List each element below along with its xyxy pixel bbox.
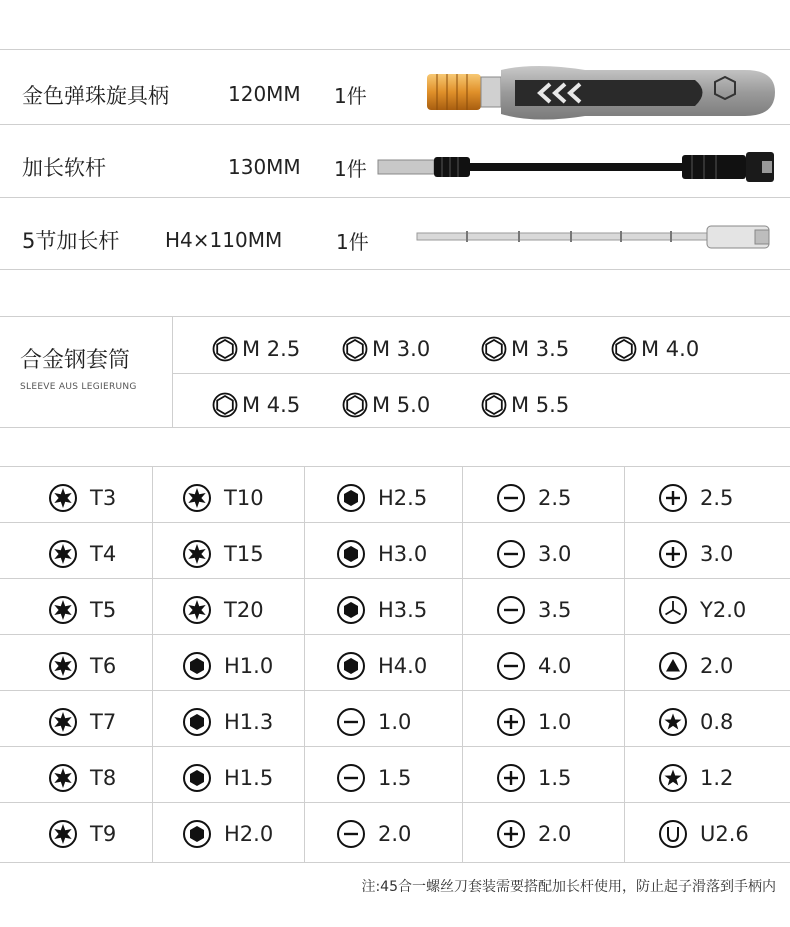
bit-size-label: T6 <box>90 654 117 678</box>
bit-cell <box>48 707 116 737</box>
sleeve-item <box>611 334 699 364</box>
bit-size-label: U2.6 <box>700 822 749 846</box>
hex-icon <box>336 539 378 569</box>
bit-cell <box>48 819 116 849</box>
hex-socket-icon <box>481 392 511 418</box>
bit-cell <box>336 651 427 681</box>
bit-size-label: 0.8 <box>700 710 734 734</box>
sleeve-size-label: M 5.0 <box>372 393 431 417</box>
bit-size-label: T8 <box>90 766 117 790</box>
bit-size-label: 1.0 <box>378 710 412 734</box>
phillips-icon <box>658 539 700 569</box>
bit-cell <box>182 595 264 625</box>
slotted-icon <box>496 651 538 681</box>
bit-cell <box>496 707 571 737</box>
phillips-icon <box>496 707 538 737</box>
pentalobe-star-icon <box>658 707 700 737</box>
bit-cell <box>48 483 116 513</box>
table-row-divider <box>0 746 790 747</box>
bit-cell <box>336 707 411 737</box>
bit-size-label: H2.5 <box>378 486 428 510</box>
bit-cell <box>336 539 427 569</box>
pentalobe-star-icon <box>658 763 700 793</box>
divider <box>172 373 790 374</box>
tool-size: 120MM <box>228 82 301 106</box>
sleeve-item <box>342 390 430 420</box>
bit-cell <box>182 763 273 793</box>
bit-cell <box>658 483 733 513</box>
torx-icon <box>48 819 90 849</box>
divider <box>0 49 790 50</box>
sleeve-item <box>481 334 569 364</box>
bit-cell <box>496 595 571 625</box>
bit-size-label: 2.5 <box>700 486 734 510</box>
bit-size-label: T7 <box>90 710 117 734</box>
bit-size-label: H1.5 <box>224 766 274 790</box>
bit-size-label: 2.0 <box>538 822 572 846</box>
bit-size-label: T4 <box>90 542 117 566</box>
phillips-icon <box>658 483 700 513</box>
hex-icon <box>182 651 224 681</box>
bit-size-label: H3.0 <box>378 542 428 566</box>
tool-qty: 1件 <box>334 84 367 108</box>
sleeve-size-label: M 3.5 <box>511 337 570 361</box>
bit-cell <box>48 651 116 681</box>
bit-cell <box>336 819 411 849</box>
bit-size-label: 3.5 <box>538 598 572 622</box>
hex-socket-icon <box>342 392 372 418</box>
hex-socket-icon <box>611 336 641 362</box>
usage-note: 注:45合一螺丝刀套装需要搭配加长杆使用，防止起子滑落到手柄内 <box>361 879 776 895</box>
bit-cell <box>182 483 264 513</box>
bit-cell <box>336 595 427 625</box>
bit-size-label: 1.2 <box>700 766 734 790</box>
hex-icon <box>182 763 224 793</box>
bit-cell <box>496 539 571 569</box>
bit-cell <box>336 483 427 513</box>
divider <box>0 269 790 270</box>
bit-size-label: Y2.0 <box>700 598 747 622</box>
hex-socket-icon <box>342 336 372 362</box>
bit-cell <box>658 539 733 569</box>
sleeve-item <box>342 334 430 364</box>
bit-size-label: H3.5 <box>378 598 428 622</box>
tool-size: H4×110MM <box>165 228 283 252</box>
bit-size-label: T3 <box>90 486 117 510</box>
torx-icon <box>48 707 90 737</box>
torx-icon <box>48 483 90 513</box>
divider <box>172 316 173 427</box>
bit-cell <box>182 651 273 681</box>
bit-size-label: 1.5 <box>538 766 572 790</box>
bit-size-label: 2.0 <box>700 654 734 678</box>
divider <box>0 197 790 198</box>
table-column-divider <box>304 466 305 862</box>
table-column-divider <box>462 466 463 862</box>
divider <box>0 124 790 125</box>
hex-socket-icon <box>481 336 511 362</box>
bit-size-label: H2.0 <box>224 822 274 846</box>
tri-wing-icon <box>658 595 700 625</box>
bit-size-label: H1.0 <box>224 654 274 678</box>
torx-icon <box>182 595 224 625</box>
bit-cell <box>48 539 116 569</box>
bit-cell <box>496 763 571 793</box>
bit-size-label: H1.3 <box>224 710 274 734</box>
table-row-divider <box>0 578 790 579</box>
sleeve-size-label: M 4.5 <box>242 393 301 417</box>
flexible-shaft-image <box>376 148 778 186</box>
table-row-divider <box>0 862 790 863</box>
u-bit-icon <box>658 819 700 849</box>
phillips-icon <box>496 763 538 793</box>
bit-cell <box>182 707 273 737</box>
bit-cell <box>48 595 116 625</box>
bit-cell <box>336 763 411 793</box>
sleeve-section-title: 合金钢套筒 <box>20 348 131 373</box>
bit-size-label: T20 <box>224 598 264 622</box>
bit-cell <box>658 595 746 625</box>
table-row-divider <box>0 634 790 635</box>
triangle-icon <box>658 651 700 681</box>
slotted-icon <box>496 539 538 569</box>
sleeve-size-label: M 3.0 <box>372 337 431 361</box>
tool-qty: 1件 <box>336 230 369 254</box>
bit-cell <box>658 819 749 849</box>
sleeve-size-label: M 4.0 <box>641 337 700 361</box>
torx-icon <box>182 539 224 569</box>
slotted-icon <box>336 707 378 737</box>
sleeve-item <box>212 334 300 364</box>
tool-name: 加长软杆 <box>22 156 106 180</box>
bit-size-label: T10 <box>224 486 264 510</box>
sleeve-item <box>212 390 300 420</box>
hex-icon <box>336 651 378 681</box>
table-row-divider <box>0 522 790 523</box>
torx-icon <box>48 595 90 625</box>
table-column-divider <box>624 466 625 862</box>
slotted-icon <box>336 819 378 849</box>
slotted-icon <box>496 595 538 625</box>
bit-cell <box>496 483 571 513</box>
sleeve-section-subtitle: SLEEVE AUS LEGIERUNG <box>20 382 137 392</box>
table-column-divider <box>152 466 153 862</box>
bit-cell <box>48 763 116 793</box>
bit-size-label: 4.0 <box>538 654 572 678</box>
bit-cell <box>182 539 264 569</box>
table-row-divider <box>0 690 790 691</box>
bit-size-label: H4.0 <box>378 654 428 678</box>
bit-cell <box>182 819 273 849</box>
hex-icon <box>336 483 378 513</box>
bit-size-label: 2.5 <box>538 486 572 510</box>
bit-size-label: T5 <box>90 598 117 622</box>
bit-cell <box>658 651 733 681</box>
table-row-divider <box>0 466 790 467</box>
torx-icon <box>48 539 90 569</box>
bit-cell <box>658 763 733 793</box>
slotted-icon <box>496 483 538 513</box>
table-row-divider <box>0 802 790 803</box>
hex-icon <box>182 707 224 737</box>
hex-socket-icon <box>212 392 242 418</box>
sleeve-size-label: M 2.5 <box>242 337 301 361</box>
tool-name: 金色弹珠旋具柄 <box>22 84 169 108</box>
bit-size-label: 2.0 <box>378 822 412 846</box>
bit-size-label: 1.0 <box>538 710 572 734</box>
tool-size: 130MM <box>228 155 301 179</box>
phillips-icon <box>496 819 538 849</box>
bit-size-label: T15 <box>224 542 264 566</box>
divider <box>0 427 790 428</box>
torx-icon <box>48 763 90 793</box>
hex-icon <box>336 595 378 625</box>
extension-rod-image <box>415 222 780 252</box>
tool-name: 5节加长杆 <box>22 229 120 253</box>
bit-size-label: 1.5 <box>378 766 412 790</box>
hex-icon <box>182 819 224 849</box>
torx-icon <box>48 651 90 681</box>
sleeve-item <box>481 390 569 420</box>
divider <box>0 316 790 317</box>
slotted-icon <box>336 763 378 793</box>
bit-cell <box>658 707 733 737</box>
sleeve-size-label: M 5.5 <box>511 393 570 417</box>
bit-size-label: T9 <box>90 822 117 846</box>
bit-size-label: 3.0 <box>700 542 734 566</box>
bit-cell <box>496 819 571 849</box>
hex-socket-icon <box>212 336 242 362</box>
tool-qty: 1件 <box>334 157 367 181</box>
bit-size-label: 3.0 <box>538 542 572 566</box>
screwdriver-handle-image <box>425 62 780 124</box>
bit-cell <box>496 651 571 681</box>
torx-icon <box>182 483 224 513</box>
